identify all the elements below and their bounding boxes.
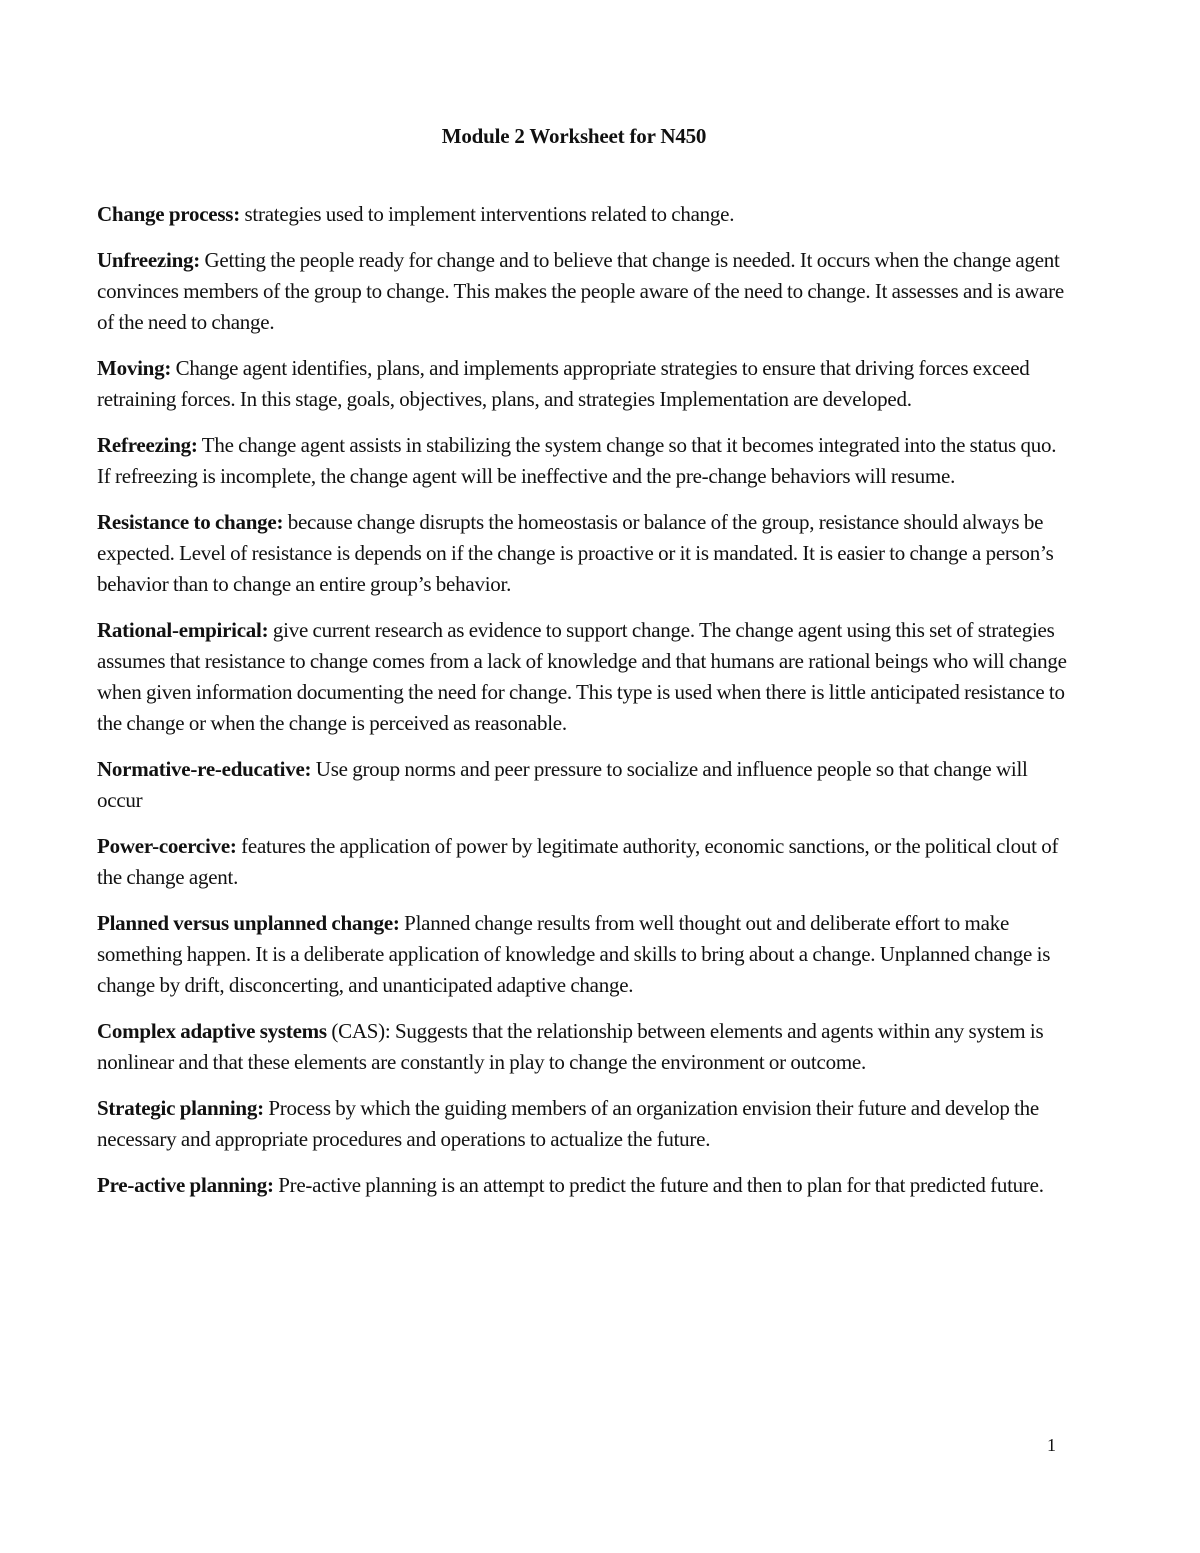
definition-text: Process by which the guiding members of an organization envision their future and develop the necessary and appropriate procedures and operations to actualize the future. [97,1096,1040,1151]
definition-term: Normative-re-educative: [97,757,312,781]
definition-term: Strategic planning: [97,1096,264,1120]
definition-term: Refreezing: [97,433,198,457]
definition-text: give current research as evidence to support change. The change agent using this set of strategies assumes that resistance to change comes from a lack of knowledge and that humans are rational beings who will change when given information documenting the need for change. This type is used when there is little anticipated resistance to the change or when the change is perceived as reasonable. [97,618,1067,735]
definition-term: Planned versus unplanned change: [97,911,400,935]
definition-text: Use group norms and peer pressure to socialize and influence people so that change will occur [97,757,1028,812]
definition-term: Complex adaptive systems [97,1019,327,1043]
definition-resistance-to-change [97,507,1072,600]
definition-text: Getting the people ready for change and to believe that change is needed. It occurs when the change agent convinces members of the group to change. This makes the people aware of the need to change. It assesses and is aware of the need to change. [97,248,1064,334]
definition-term: Unfreezing: [97,248,200,272]
definition-term: Moving: [97,356,172,380]
definition-refreezing [97,430,1072,492]
definition-change-process [97,199,1072,230]
definition-rational-empirical [97,615,1072,739]
definition-moving [97,353,1072,415]
page-number: 1 [1047,1435,1056,1455]
definition-term: Rational-empirical: [97,618,269,642]
definitions-list [97,199,1072,1216]
definition-normative-re-educative [97,754,1072,816]
definition-text: The change agent assists in stabilizing the system change so that it becomes integrated into the status quo. If refreezing is incomplete, the change agent will be ineffective and the pre-change behaviors will resume. [97,433,1057,488]
definition-text: features the application of power by legitimate authority, economic sanctions, or the political clout of the change agent. [97,834,1059,889]
definition-power-coercive [97,831,1072,893]
definition-text: (CAS): Suggests that the relationship between elements and agents within any system is nonlinear and that these elements are constantly in play to change the environment or outcome. [97,1019,1044,1074]
definition-term: Pre-active planning: [97,1173,274,1197]
definition-text: Change agent identifies, plans, and implements appropriate strategies to ensure that driving forces exceed retraining forces. In this stage, goals, objectives, plans, and strategies Implementation are developed. [97,356,1030,411]
definition-term: Resistance to change: [97,510,284,534]
definition-term: Change process: [97,202,240,226]
definition-strategic-planning [97,1093,1072,1155]
definition-text: because change disrupts the homeostasis or balance of the group, resistance should always be expected. Level of resistance is depends on if the change is proactive or it is mandated. It is easier to change a person’s behavior than to change an entire group’s behavior. [97,510,1054,596]
definition-text: Pre-active planning is an attempt to predict the future and then to plan for that predicted future. [273,1173,1044,1197]
definition-text: Planned change results from well thought out and deliberate effort to make something happen. It is a deliberate application of knowledge and skills to bring about a change. Unplanned change is change by drift, disconcerting, and unanticipated adaptive change. [97,911,1051,997]
definition-planned-versus-unplanned [97,908,1072,1001]
definition-text: strategies used to implement interventions related to change. [239,202,735,226]
definition-complex-adaptive-systems [97,1016,1072,1078]
definition-term: Power-coercive: [97,834,237,858]
definition-unfreezing [97,245,1072,338]
definition-pre-active-planning [97,1170,1072,1201]
document-title: Module 2 Worksheet for N450 [441,124,707,148]
